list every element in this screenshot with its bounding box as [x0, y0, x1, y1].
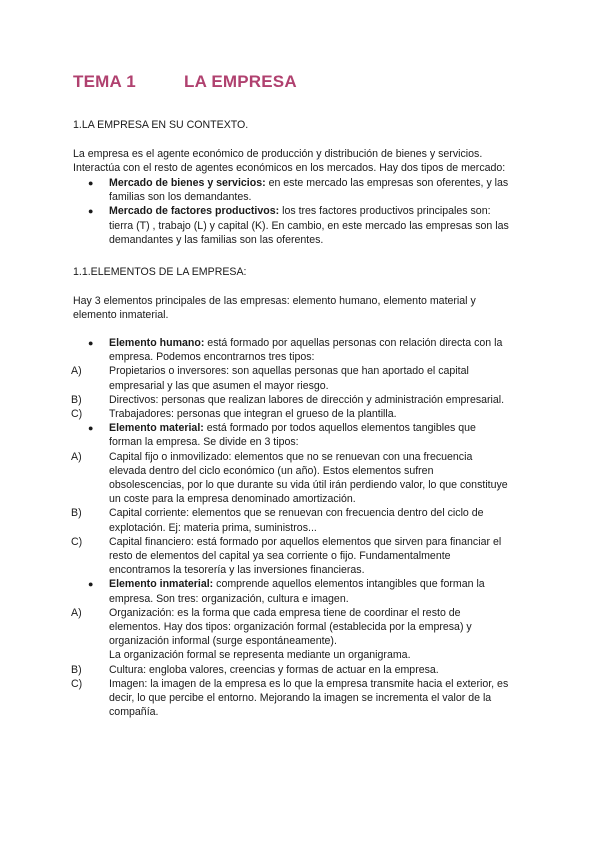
bullet-icon: ●	[88, 206, 94, 217]
intro-line: elemento inmaterial.	[73, 309, 169, 322]
bullet-icon: ●	[88, 579, 94, 590]
section1-heading: 1.LA EMPRESA EN SU CONTEXTO.	[73, 119, 249, 131]
elements-list	[71, 336, 538, 719]
list-item: A) Capital fijo o inmovilizado: elementos que no se renuevan con una frecuencia elevada dentro del ciclo económico (un año). Estos elementos sufren obsolescencias, por lo que durante su vida útil irán perdiendo valor, lo que constituye un coste para la empresa denominado amortización.	[71, 450, 508, 506]
page-title	[73, 72, 297, 92]
list-item: ● Mercado de factores productivos: los tres factores productivos principales son: tierra (T) , trabajo (L) y capital (K). En cambio, en este mercado las empresas son las demandantes y las familias son las oferentes.	[88, 205, 509, 246]
list-item: C) Capital financiero: está formado por aquellos elementos que sirven para financiar el resto de elementos del capital ya sea corriente o fijo. Fundamentalmente encontramos la tesorería y las inversiones financieras.	[71, 535, 502, 577]
list-item: C) Trabajadores: personas que integran el grueso de la plantilla.	[71, 408, 397, 421]
section2-heading: 1.1.ELEMENTOS DE LA EMPRESA:	[73, 266, 247, 278]
list-item: ● Elemento humano: está formado por aquellas personas con relación directa con la empresa. Podemos encontrarnos tres tipos:	[88, 337, 503, 364]
section2-intro	[73, 294, 533, 322]
list-item: A) Organización: es la forma que cada empresa tiene de coordinar el resto de elementos. Hay dos tipos: organización formal (establecida por la empresa) y organización informal (surge espontáneamente). La organización formal se representa mediante un organigrama.	[71, 606, 472, 662]
intro-line: La empresa es el agente económico de producción y distribución de bienes y servicios.	[73, 148, 483, 160]
list-item: ● Elemento inmaterial: comprende aquellos elementos intangibles que forman la empresa. Son tres: organización, cultura e imagen.	[88, 578, 485, 605]
intro-line: Interactúa con el resto de agentes económicos en los mercados. Hay dos tipos de mercado:	[73, 162, 506, 175]
intro-line: Hay 3 elementos principales de las empresas: elemento humano, elemento material y	[73, 295, 476, 307]
bullet-icon: ●	[88, 178, 94, 188]
market-list	[88, 176, 538, 247]
list-item: ● Mercado de bienes y servicios: en este mercado las empresas son oferentes, y las familias son los demandantes.	[88, 177, 509, 204]
bullet-icon: ●	[88, 338, 94, 348]
list-item: B) Directivos: personas que realizan labores de dirección y administración empresarial.	[71, 393, 505, 406]
title-number: TEMA 1	[73, 72, 136, 91]
bullet-icon: ●	[88, 423, 94, 434]
list-item: B) Cultura: engloba valores, creencias y formas de actuar en la empresa.	[71, 663, 439, 676]
list-item: ● Elemento material: está formado por todos aquellos elementos tangibles que forman la empresa. Se divide en 3 tipos:	[88, 422, 476, 449]
list-item: B) Capital corriente: elementos que se renuevan con frecuencia dentro del ciclo de explotación. Ej: materia prima, suministros...	[71, 507, 484, 534]
list-item: C) Imagen: la imagen de la empresa es lo que la empresa transmite hacia el exterior, es decir, lo que percibe el entorno. Mejorando la imagen se incrementa el valor de la compañía.	[71, 677, 509, 719]
list-item: A) Propietarios o inversores: son aquellas personas que han aportado el capital empresarial y las que asumen el mayor riesgo.	[71, 365, 469, 392]
section1-intro	[73, 147, 533, 175]
title-name: LA EMPRESA	[184, 72, 297, 91]
